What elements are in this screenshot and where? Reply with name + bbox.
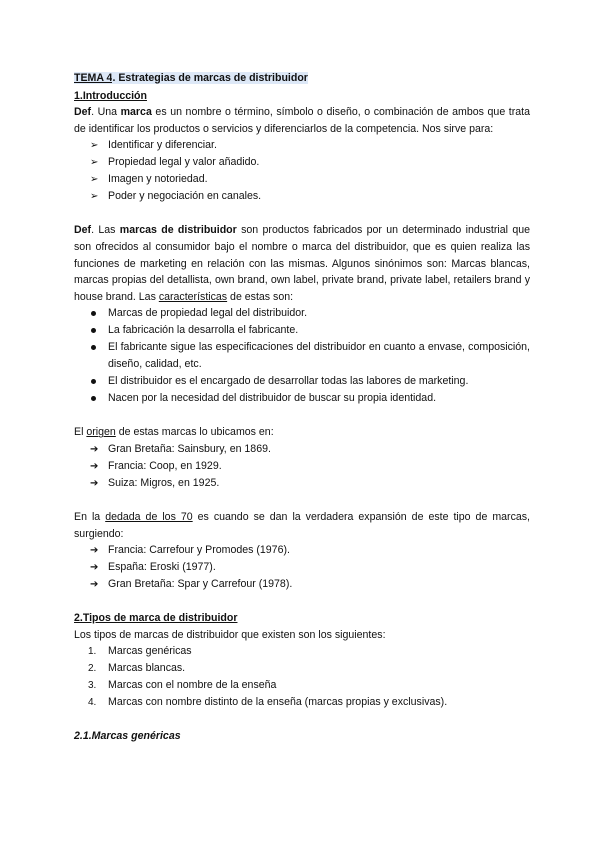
list-item: ➢ Imagen y notoriedad. xyxy=(74,171,530,188)
title-text: . Estrategias de marcas de distribuidor xyxy=(112,72,308,84)
list-item: El fabricante sigue las especificaciones del distribuidor en cuanto a envase, composición, diseño, calidad, etc. xyxy=(74,339,530,373)
list-item: 4. Marcas con nombre distinto de la enseña (marcas propias y exclusivas). xyxy=(74,694,530,711)
list-item: 1. Marcas genéricas xyxy=(74,643,530,660)
definition-marca: Def. Una marca es un nombre o término, símbolo o diseño, o combinación de ambos que trata de identificar los productos o servicios y diferenciarlos de la competencia. Nos sirve para: xyxy=(74,106,530,135)
types-list xyxy=(74,643,530,711)
tema-label: TEMA 4 xyxy=(74,72,113,84)
bullet-icon xyxy=(91,379,96,384)
spacer xyxy=(74,492,530,509)
section-1-heading: 1.Introducción xyxy=(74,89,147,102)
list-number: 2. xyxy=(88,663,97,675)
list-item: 3. Marcas con el nombre de la enseña xyxy=(74,677,530,694)
list-number: 3. xyxy=(88,680,97,692)
list-item: ➢ Propiedad legal y valor añadido. xyxy=(74,154,530,171)
characteristics-list xyxy=(74,305,530,407)
bullet-icon xyxy=(91,311,96,316)
section-2-heading: 2.Tipos de marca de distribuidor xyxy=(74,612,238,625)
bullet-icon xyxy=(91,396,96,401)
arrow-right-icon: ➔ xyxy=(90,579,99,591)
arrow-right-icon: ➔ xyxy=(90,443,99,455)
list-item: ➔ Gran Bretaña: Sainsbury, en 1869. xyxy=(74,441,530,458)
bullet-icon xyxy=(91,328,96,333)
definition-marcas-distribuidor: Def. Las marcas de distribuidor son productos fabricados por un determinado industrial que son ofrecidos al consumidor bajo el nombre o marca del distribuidor, que es quien realiza las funciones de marketing en relación con las mismas. Algunos sinónimos son: Marcas blancas, marcas propias del detallista, own brand, own label, private brand, private label, retailers brand y house brand. Las características de estas son: xyxy=(74,224,530,303)
arrow-right-icon: ➔ xyxy=(90,562,99,574)
arrowhead-icon: ➢ xyxy=(90,157,99,169)
list-item: Nacen por la necesidad del distribuidor de buscar su propia identidad. xyxy=(74,390,530,407)
list-item: ➔ Suiza: Migros, en 1925. xyxy=(74,475,530,492)
document-body xyxy=(74,70,530,745)
arrowhead-icon: ➢ xyxy=(90,191,99,203)
list-item: ➔ Gran Bretaña: Spar y Carrefour (1978). xyxy=(74,576,530,593)
list-item: 2. Marcas blancas. xyxy=(74,660,530,677)
list-item: ➢ Poder y negociación en canales. xyxy=(74,188,530,205)
list-item: ➔ España: Eroski (1977). xyxy=(74,559,530,576)
expansion-list xyxy=(74,542,530,593)
subsection-2-1-heading: 2.1.Marcas genéricas xyxy=(74,730,181,743)
page-title xyxy=(74,70,530,87)
spacer xyxy=(74,711,530,728)
purpose-list xyxy=(74,137,530,205)
arrow-right-icon: ➔ xyxy=(90,545,99,557)
list-item: La fabricación la desarrolla el fabricante. xyxy=(74,322,530,339)
list-item: El distribuidor es el encargado de desarrollar todas las labores de marketing. xyxy=(74,373,530,390)
list-number: 1. xyxy=(88,646,97,658)
arrowhead-icon: ➢ xyxy=(90,174,99,186)
arrow-right-icon: ➔ xyxy=(90,460,99,472)
origin-list xyxy=(74,441,530,492)
decade-paragraph: En la dedada de los 70 es cuando se dan la verdadera expansión de este tipo de marcas, surgiendo: xyxy=(74,510,531,540)
bullet-icon xyxy=(91,345,96,350)
list-item: ➔ Francia: Coop, en 1929. xyxy=(74,458,530,475)
arrowhead-icon: ➢ xyxy=(90,140,99,152)
list-item: ➢ Identificar y diferenciar. xyxy=(74,137,530,154)
spacer xyxy=(74,593,530,610)
origin-paragraph: El origen de estas marcas lo ubicamos en: xyxy=(74,426,274,439)
list-number: 4. xyxy=(88,697,97,709)
list-item: ➔ Francia: Carrefour y Promodes (1976). xyxy=(74,542,530,559)
list-item: Marcas de propiedad legal del distribuidor. xyxy=(74,305,530,322)
types-intro: Los tipos de marcas de distribuidor que existen son los siguientes: xyxy=(74,628,386,641)
spacer xyxy=(74,205,530,222)
spacer xyxy=(74,407,530,424)
arrow-right-icon: ➔ xyxy=(90,477,99,489)
